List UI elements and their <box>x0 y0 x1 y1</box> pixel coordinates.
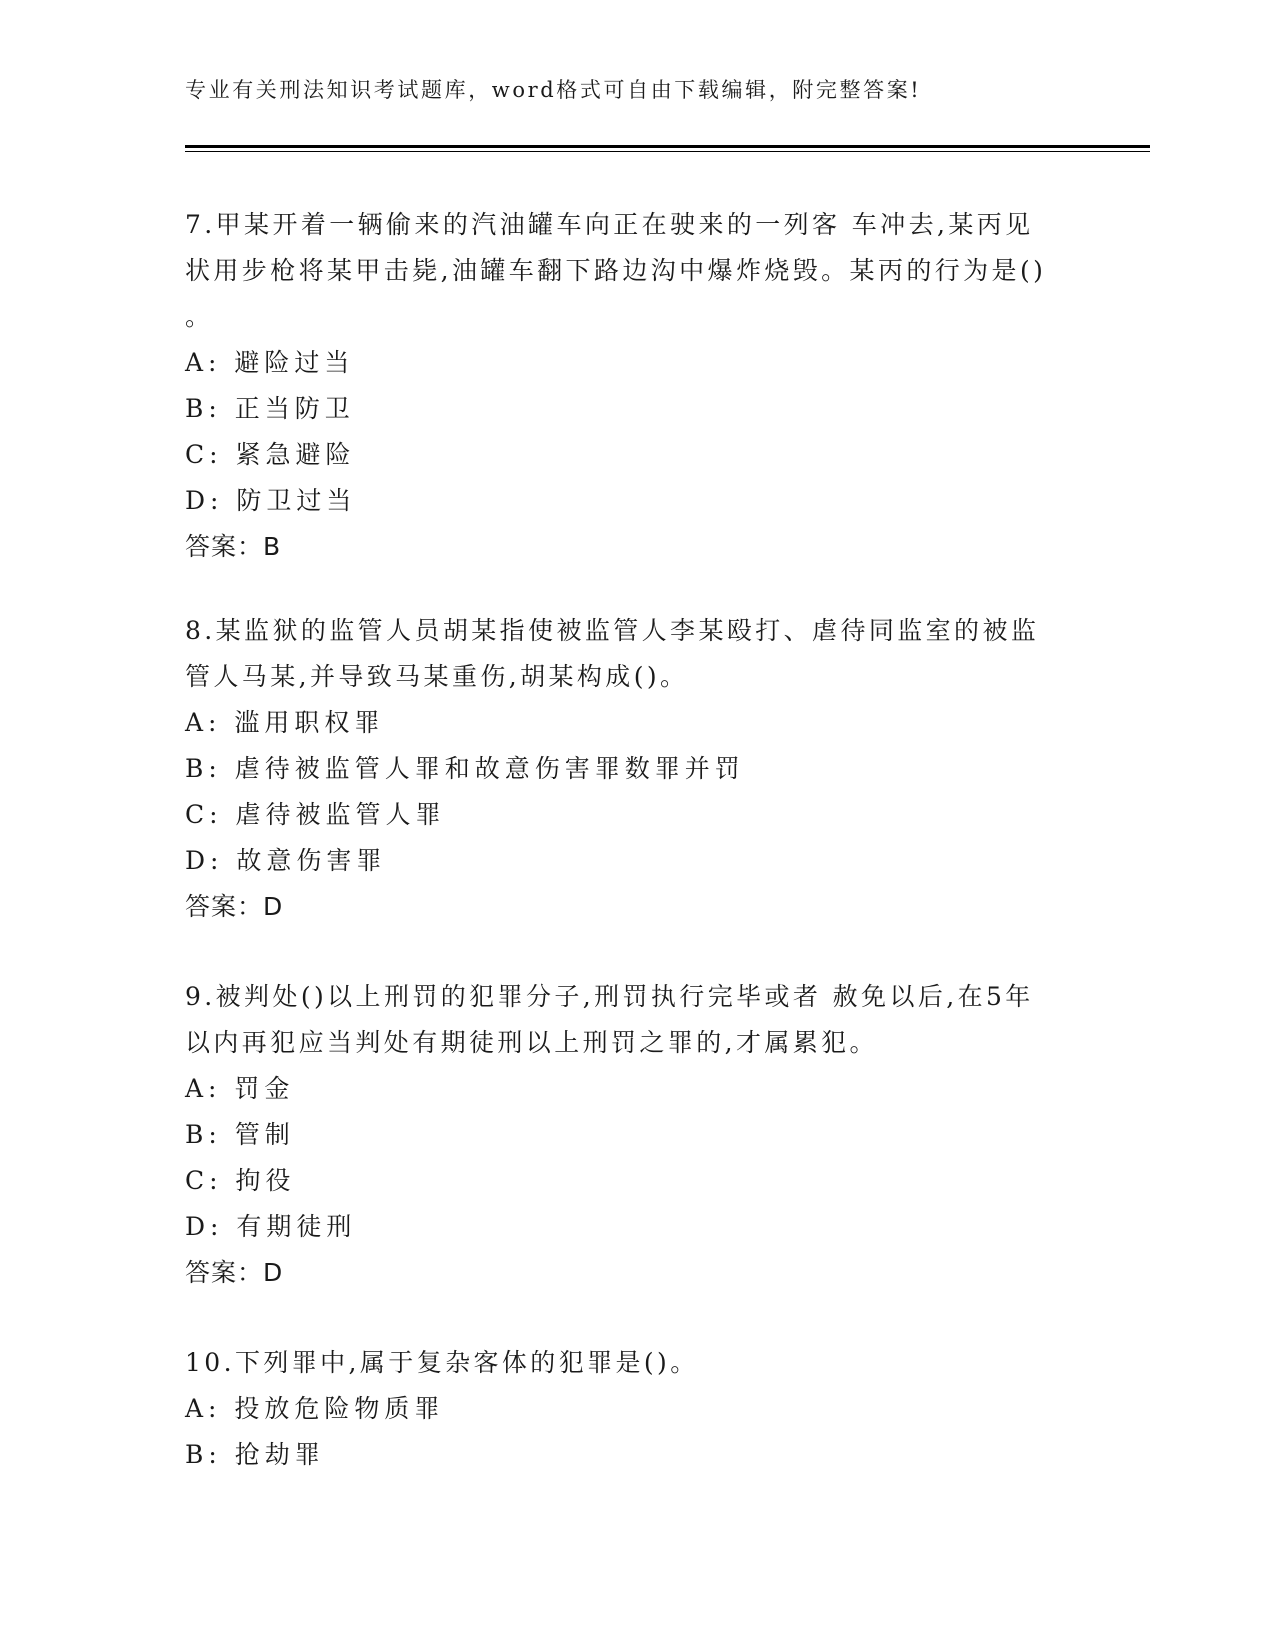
option-b: B: 正当防卫 <box>185 394 355 423</box>
answer-line: 答案：D <box>185 892 284 921</box>
question-text-line: 管人马某,并导致马某重伤,胡某构成()。 <box>185 662 689 691</box>
option-a: A: 避险过当 <box>185 348 355 377</box>
question-text-line: 9.被判处()以上刑罚的犯罪分子,刑罚执行完毕或者 赦免以后,在5年 <box>185 982 1034 1011</box>
question-9 <box>185 974 1085 1296</box>
option-d: D: 故意伤害罪 <box>185 846 387 875</box>
document-header: 专业有关刑法知识考试题库，word格式可自由下载编辑，附完整答案! <box>185 78 922 102</box>
question-text-line: 状用步枪将某甲击毙,油罐车翻下路边沟中爆炸烧毁。某丙的行为是() <box>185 256 1047 285</box>
question-text-line: 7.甲某开着一辆偷来的汽油罐车向正在驶来的一列客 车冲去,某丙见 <box>185 210 1034 239</box>
option-c: C: 紧急避险 <box>185 440 356 469</box>
question-text-line: 8.某监狱的监管人员胡某指使被监管人李某殴打、虐待同监室的被监 <box>185 616 1040 645</box>
option-d: D: 防卫过当 <box>185 486 357 515</box>
header-rule-thin <box>185 151 1150 152</box>
option-b: B: 虐待被监管人罪和故意伤害罪数罪并罚 <box>185 754 745 783</box>
question-text-line: 。 <box>185 302 214 331</box>
option-a: A: 滥用职权罪 <box>185 708 385 737</box>
question-7 <box>185 202 1085 570</box>
option-c: C: 虐待被监管人罪 <box>185 800 446 829</box>
option-a: A: 罚金 <box>185 1074 295 1103</box>
option-d: D: 有期徒刑 <box>185 1212 357 1241</box>
question-text-line: 以内再犯应当判处有期徒刑以上刑罚之罪的,才属累犯。 <box>185 1028 878 1057</box>
header-rule-thick <box>185 145 1150 148</box>
question-10 <box>185 1340 1085 1478</box>
option-c: C: 拘役 <box>185 1166 296 1195</box>
question-8 <box>185 608 1085 930</box>
answer-line: 答案：D <box>185 1258 284 1287</box>
question-text-line: 10.下列罪中,属于复杂客体的犯罪是()。 <box>185 1348 699 1377</box>
option-a: A: 投放危险物质罪 <box>185 1394 445 1423</box>
answer-line: 答案：B <box>185 532 282 561</box>
option-b: B: 管制 <box>185 1120 295 1149</box>
option-b: B: 抢劫罪 <box>185 1440 325 1469</box>
